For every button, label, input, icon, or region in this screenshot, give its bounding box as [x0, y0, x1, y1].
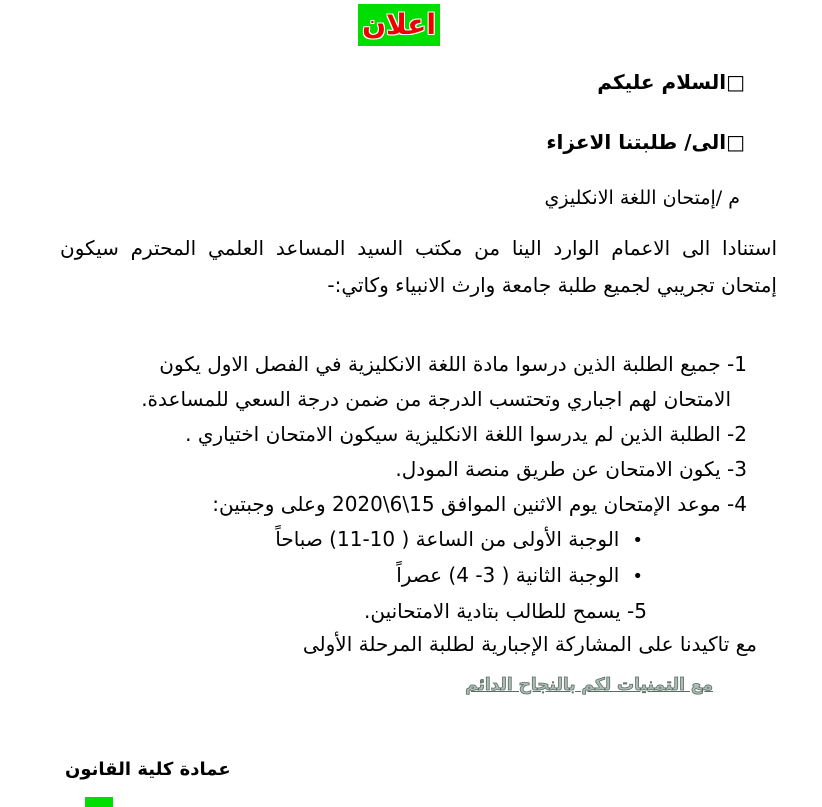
announcement-banner [358, 4, 440, 46]
exam-rules-list [88, 347, 747, 629]
signature-line: عمادة كلية القانون [65, 759, 231, 780]
addressee-line: □الى/ طلبتنا الاعزاء [546, 130, 745, 154]
subject-line: م /إمتحان اللغة الانكليزي [544, 187, 740, 209]
session-1-text: الوجبة الأولى من الساعة ( 10-11) صباحاً [275, 527, 620, 551]
intro-paragraph: استنادا الى الاعمام الوارد الينا من مكتب السيد المساعد العلمي المحترم سيكون إمتحان تجريبي لجميع طلبة جامعة وارث الانبياء وكاتي:- [60, 236, 777, 297]
greeting-line: □السلام عليكم [597, 70, 745, 94]
wishes-line: مع التمنيات لكم بالنجاح الدائم [465, 675, 713, 695]
closing-line: مع تاكيدنا على المشاركة الإجبارية لطلبة المرحلة الأولى [302, 632, 757, 656]
list-item-4: 4- موعد الإمتحان يوم الاثنين الموافق 15\6\2020 وعلى وجبتين: [212, 492, 747, 516]
bottom-green-mark [85, 797, 113, 807]
bullet-icon: • [632, 530, 643, 551]
session-bullet-1 [88, 522, 643, 558]
session-bullet-2 [88, 558, 643, 594]
list-item-1: 1- جميع الطلبة الذين درسوا مادة اللغة الانكليزية في الفصل الاول يكون الامتحان لهم اجباري وتحتسب الدرجة من ضمن درجة السعي للمساعدة. [141, 352, 747, 411]
session-2-text: الوجبة الثانية ( 3- 4) عصراً [396, 563, 620, 587]
list-item-5: 5- يسمح للطالب بتادية الامتحانين. [364, 599, 647, 623]
list-item-3: 3- يكون الامتحان عن طريق منصة المودل. [395, 457, 747, 481]
banner-title: اعلان [362, 8, 436, 41]
list-item-2: 2- الطلبة الذين لم يدرسوا اللغة الانكليزية سيكون الامتحان اختياري . [185, 422, 747, 446]
bullet-icon: • [632, 566, 643, 587]
